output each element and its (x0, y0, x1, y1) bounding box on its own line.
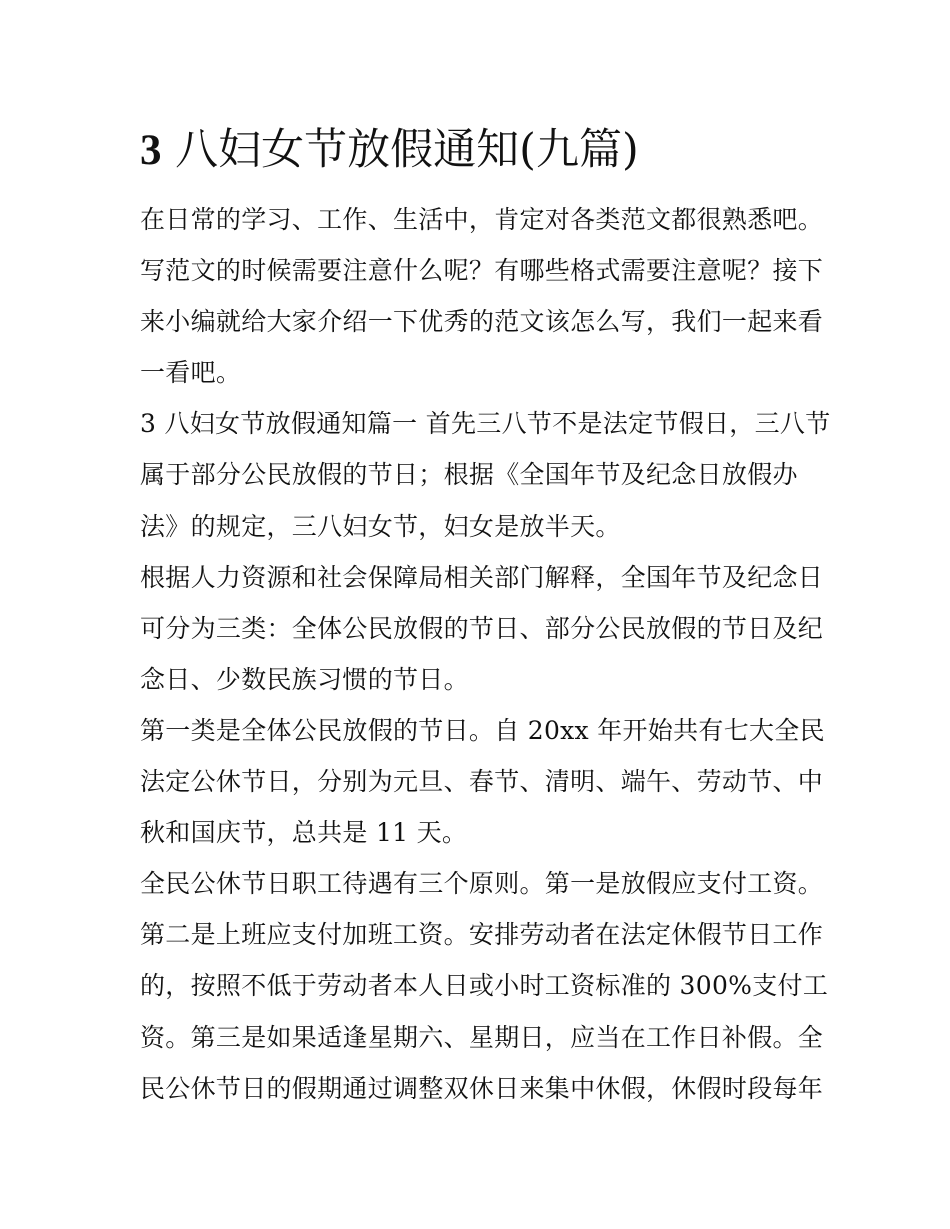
paragraph (140, 398, 831, 551)
title-text: 八妇女节放假通知(九篇) (175, 125, 639, 175)
text-line: 念日、少数民族习惯的节日。 (140, 664, 469, 694)
document-title (140, 122, 639, 179)
paragraph (140, 194, 824, 398)
text-line: 第二是上班应支付加班工资。安排劳动者在法定休假节日工作 (140, 920, 824, 950)
paragraph (140, 552, 824, 705)
text-line: 可分为三类：全体公民放假的节日、部分公民放假的节日及纪 (140, 613, 824, 643)
text-line: 来小编就给大家介绍一下优秀的范文该怎么写，我们一起来看 (140, 307, 824, 337)
text-line: 3 八妇女节放假通知篇一 首先三八节不是法定节假日，三八节 (140, 409, 831, 439)
paragraph (140, 705, 825, 858)
text-line: 属于部分公民放假的节日；根据《全国年节及纪念日放假办 (140, 460, 798, 490)
text-line: 法》的规定，三八妇女节，妇女是放半天。 (140, 511, 621, 541)
text-line: 一看吧。 (140, 358, 242, 388)
text-line: 全民公休节日职工待遇有三个原则。第一是放假应支付工资。 (140, 869, 824, 899)
text-line: 资。第三是如果适逢星期六、星期日，应当在工作日补假。全 (140, 1022, 824, 1052)
title-number: 3 (140, 127, 162, 174)
text-line: 在日常的学习、工作、生活中，肯定对各类范文都很熟悉吧。 (140, 205, 824, 234)
text-line: 第一类是全体公民放假的节日。自 20xx 年开始共有七大全民 (140, 715, 825, 745)
text-line: 民公休节日的假期通过调整双休日来集中休假，休假时段每年 (140, 1073, 824, 1103)
document-body (140, 194, 831, 1114)
text-line: 写范文的时候需要注意什么呢？有哪些格式需要注意呢？接下 (140, 256, 824, 286)
paragraph (140, 858, 829, 1113)
text-line: 秋和国庆节，总共是 11 天。 (140, 818, 468, 848)
text-line: 的，按照不低于劳动者本人日或小时工资标准的 300%支付工 (140, 971, 829, 1001)
text-line: 根据人力资源和社会保障局相关部门解释，全国年节及纪念日 (140, 562, 824, 592)
text-line: 法定公休节日，分别为元旦、春节、清明、端午、劳动节、中 (140, 767, 824, 797)
